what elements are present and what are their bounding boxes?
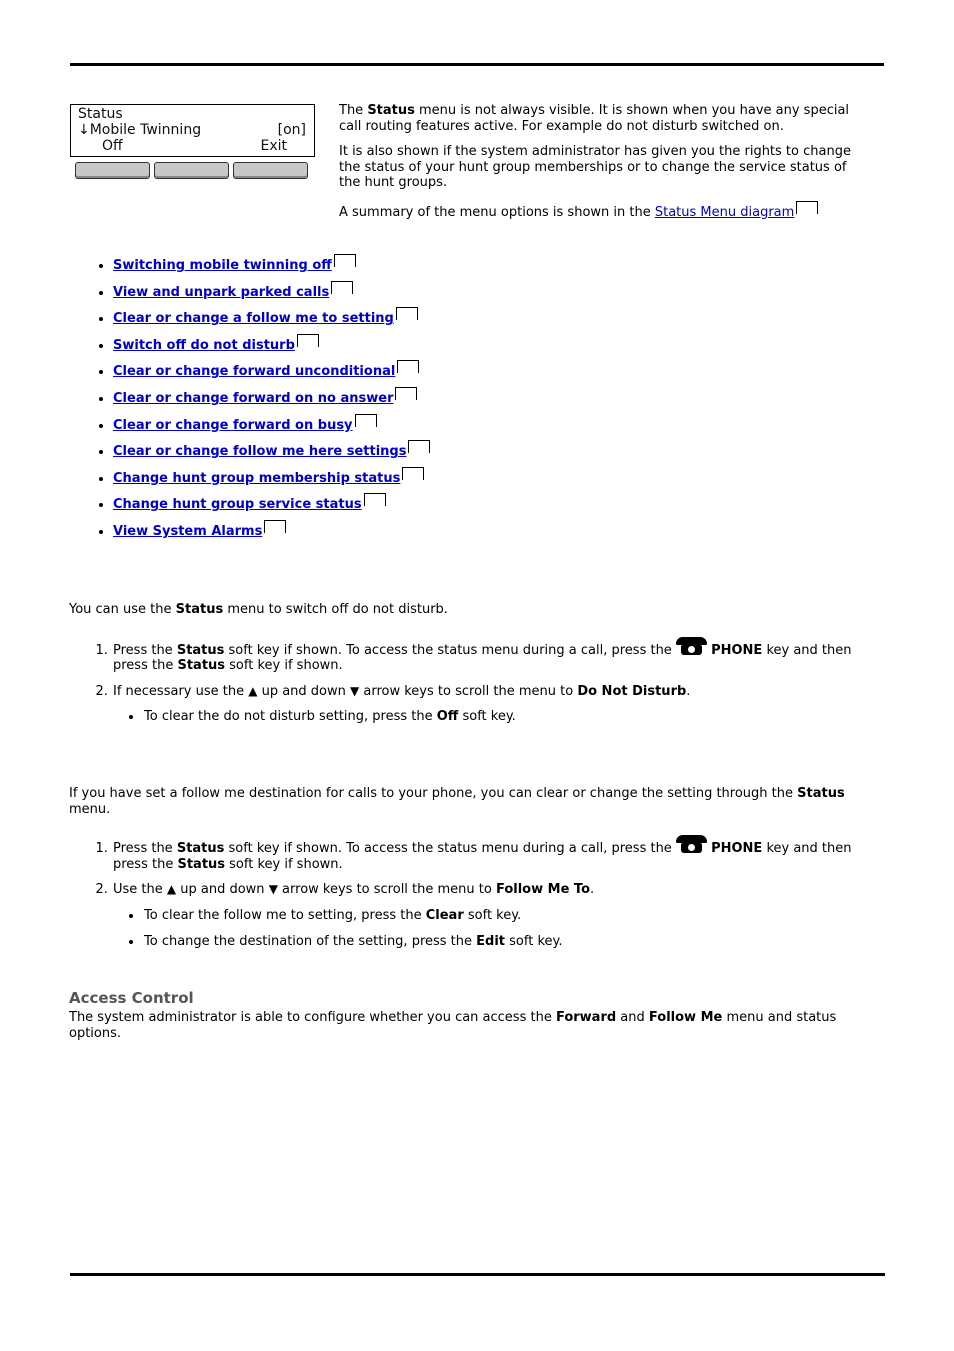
list-item [113,360,429,387]
display-softkey-label-exit: Exit [260,138,287,154]
page-ref-icon [396,307,417,320]
list-item [113,440,429,467]
followme-substep-2: • To change the destination of the setting, press the Edit soft key. [143,934,859,950]
page-ref-icon [364,493,385,506]
display-line2-right: [on] [277,122,306,138]
page-ref-icon [408,440,429,453]
page-ref-icon [796,201,817,214]
phone-key-icon [676,834,707,853]
bottom-rule [70,1273,885,1276]
link-hunt-group-membership[interactable]: Change hunt group membership status [113,470,401,486]
list-item [113,387,429,414]
phone-key-icon [676,636,707,655]
link-switching-mobile-twinning-off[interactable]: Switching mobile twinning off [113,258,332,273]
followme-substeps [113,908,859,950]
link-view-system-alarms[interactable]: View System Alarms [113,523,263,539]
list-item [113,334,429,361]
display-line2-left: ↓Mobile Twinning [78,122,202,138]
followme-section [69,786,859,961]
link-forward-unconditional[interactable]: Clear or change forward unconditional [113,364,396,380]
phone-display [70,104,315,157]
dnd-step-2: 2. If necessary use the ▲ up and down ▼ arrow keys to scroll the menu to Do Not Disturb. • To clear the do not disturb setting, press the Off soft key. [112,684,859,725]
dnd-intro: You can use the Status menu to switch off do not disturb. [69,602,448,617]
softkey-2 [154,162,229,179]
page-ref-icon [395,387,416,400]
list-item [113,254,429,281]
intro-para-2: It is also shown if the system administrator has given you the rights to change the status of your hunt group memberships or to change the service status of the hunt groups. [339,144,851,190]
followme-intro: If you have set a follow me destination for calls to your phone, you can clear or change the setting through the Status menu. [69,786,845,817]
page-ref-icon [331,281,352,294]
display-softkey-label-off: Off [102,138,123,154]
list-item [113,281,429,308]
list-item [113,467,429,494]
page-ref-icon [355,414,376,427]
link-clear-follow-me-to[interactable]: Clear or change a follow me to setting [113,311,394,327]
link-follow-me-here[interactable]: Clear or change follow me here settings [113,444,407,460]
dnd-steps [69,636,859,725]
up-arrow-icon: ▲ [166,882,177,896]
page-ref-icon [402,467,423,480]
followme-step-1: 1. Press the Status soft key if shown. To access the status menu during a call, press the PHONE key and then press the Status soft key if shown. [112,834,859,872]
list-item [113,307,429,334]
dnd-section [69,602,859,736]
down-arrow-icon: ▼ [350,683,360,698]
softkey-1 [75,162,150,179]
dnd-substeps [113,709,859,725]
followme-steps [69,834,859,950]
link-hunt-group-service[interactable]: Change hunt group service status [113,497,362,513]
dnd-substep-1: • To clear the do not disturb setting, press the Off soft key. [143,709,859,725]
down-arrow-icon: ▼ [268,882,278,896]
link-forward-on-busy[interactable]: Clear or change forward on busy [113,417,353,433]
page-ref-icon [297,334,318,347]
page-ref-icon [334,254,355,267]
page-ref-icon [397,360,418,373]
link-forward-no-answer[interactable]: Clear or change forward on no answer [113,390,394,406]
list-item [113,414,429,441]
page-ref-icon [264,520,285,533]
intro-text [339,103,859,230]
link-view-unpark-parked-calls[interactable]: View and unpark parked calls [113,284,330,300]
access-control-heading: Access Control [69,989,194,1007]
status-menu-link-list [97,254,429,547]
link-switch-off-dnd[interactable]: Switch off do not disturb [113,337,295,353]
display-title: Status [78,106,123,122]
followme-step-2: 2. Use the ▲ up and down ▼ arrow keys to scroll the menu to Follow Me To. • To clear the follow me to setting, press the Clear soft key. • To change the destination of the setting, press the Edit soft key. [112,882,859,950]
list-item [113,520,429,547]
followme-substep-1: • To clear the follow me to setting, press the Clear soft key. [143,908,859,924]
up-arrow-icon: ▲ [248,683,258,698]
top-rule [70,63,884,66]
list-item [113,493,429,520]
intro-para-1: The Status menu is not always visible. It is shown when you have any special call routing features active. For example do not disturb switched on. [339,103,850,134]
access-control-text: The system administrator is able to configure whether you can access the Forward and Follow Me menu and status options. [69,1010,837,1041]
softkey-3 [233,162,308,179]
status-menu-diagram-link[interactable]: Status Menu diagram [654,204,795,220]
dnd-step-1: 1. Press the Status soft key if shown. To access the status menu during a call, press the PHONE key and then press the Status soft key if shown. [112,636,859,674]
intro-para-3: A summary of the menu options is shown in the Status Menu diagram [339,201,859,221]
